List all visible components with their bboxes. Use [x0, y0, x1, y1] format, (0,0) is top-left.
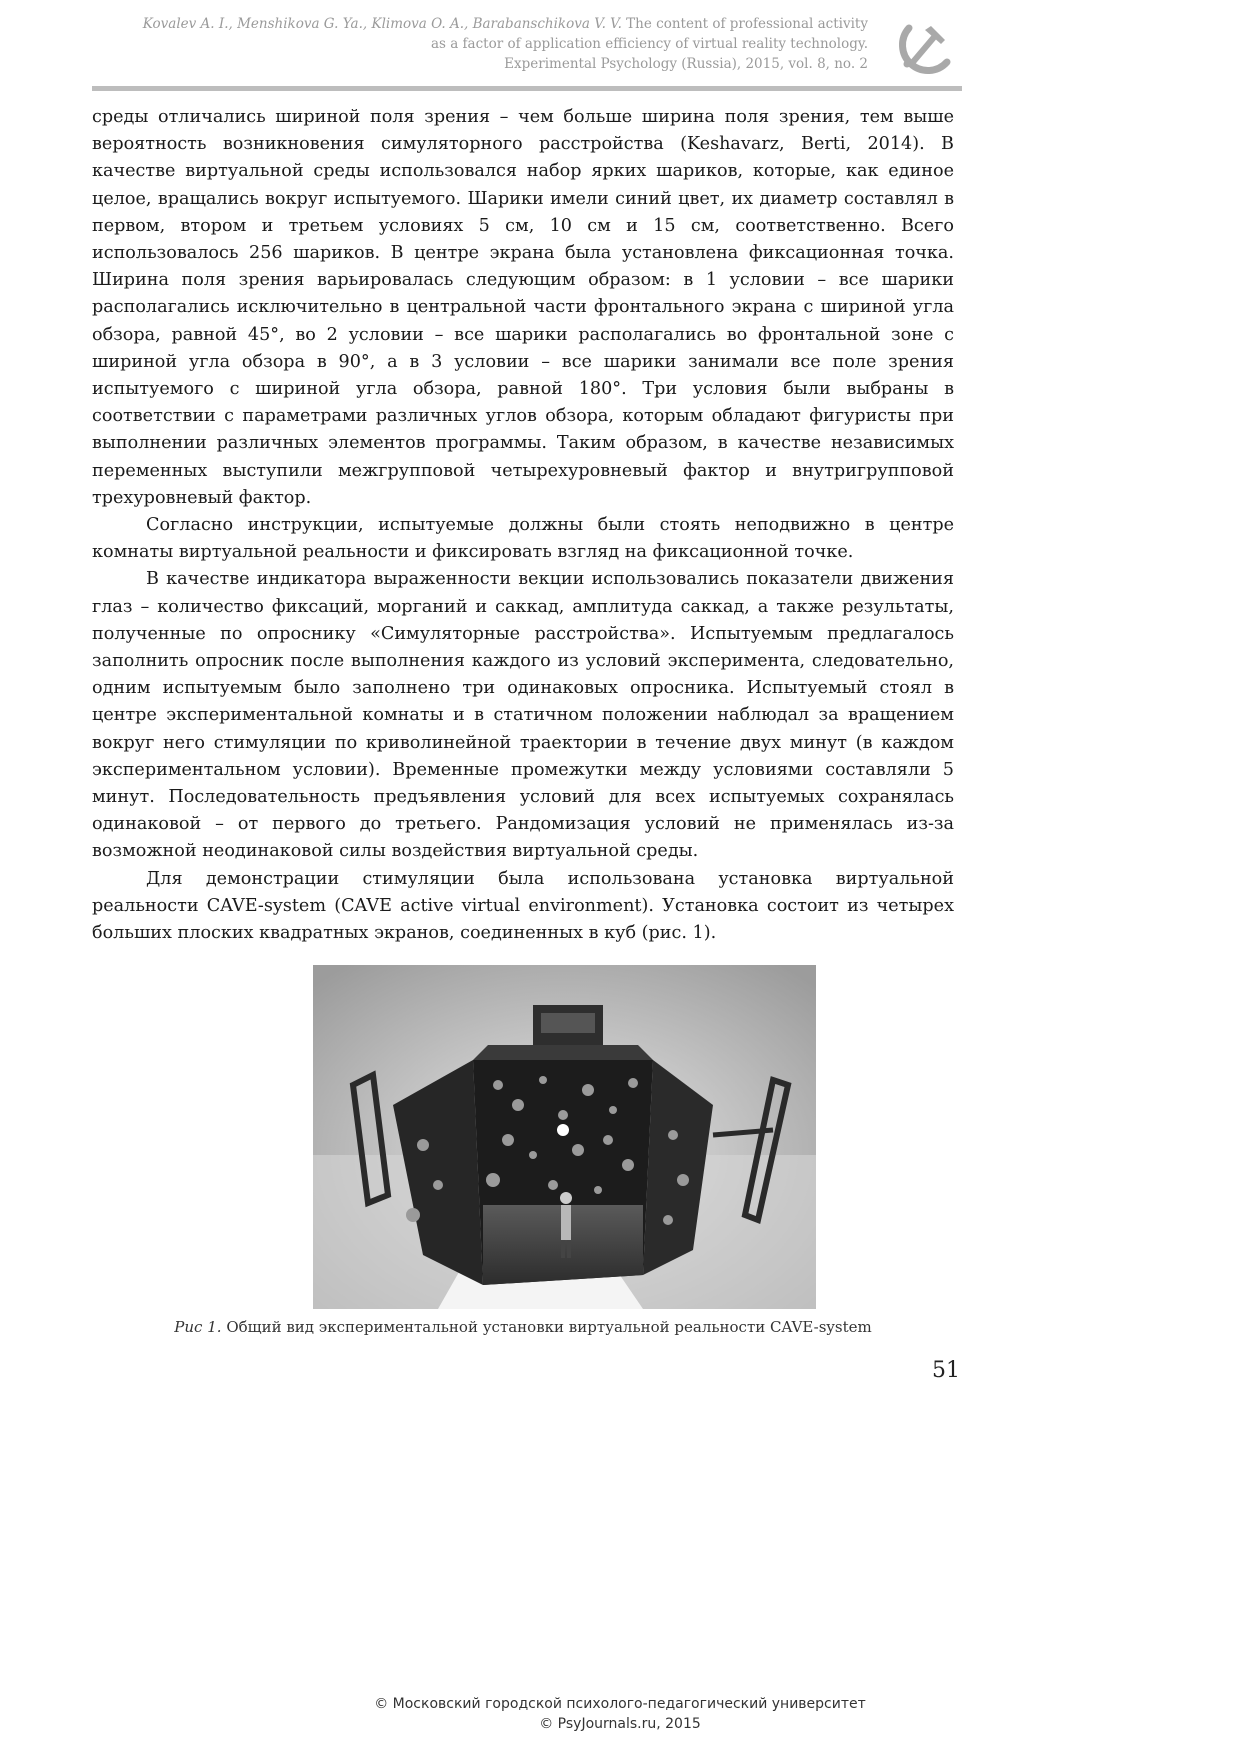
copyright-footer: [0, 1694, 1240, 1734]
paragraph: Согласно инструкции, испытуемые должны были стоять неподвижно в центре комнаты виртуальной реальности и фиксировать взгляд на фиксационной точке.: [92, 515, 954, 563]
header-line-1: [92, 14, 868, 34]
footer-line-1: © Московский городской психолого-педагогический университет: [374, 1696, 866, 1712]
caption-text: Общий вид экспериментальной установки виртуальной реальности CAVE-system: [226, 1318, 872, 1336]
header-title-1: The content of professional activity: [626, 16, 868, 32]
figure-caption: [92, 1318, 954, 1336]
running-header: [92, 14, 868, 76]
header-title-2: as a factor of application efficiency of virtual reality technology.: [430, 36, 868, 52]
page-number: 51: [932, 1358, 960, 1383]
article-body: [92, 104, 954, 947]
paragraph: Для демонстрации стимуляции была использована установка виртуальной реальности CAVE-system (CAVE active virtual environment). Установка состоит из четырех больших плоских квадратных экранов, соединенных в куб (рис. 1).: [92, 868, 954, 944]
header-journal: Experimental Psychology (Russia), 2015, vol. 8, no. 2: [504, 56, 868, 72]
header-authors: Kovalev A. I., Menshikova G. Ya., Klimova O. A., Barabanschikova V. V.: [142, 16, 622, 32]
paragraph: В качестве индикатора выраженности векции использовались показатели движения глаз – количество фиксаций, морганий и саккад, амплитуда саккад, а также результаты, полученные по опроснику «Симуляторные расстройства». Испытуемым предлагалось заполнить опросник после выполнения каждого из условий эксперимента, следовательно, одним испытуемым было заполнено три одинаковых опросника. Испытуемый стоял в центре экспериментальной комнаты и в статичном положении наблюдал за вращением вокруг него стимуляции по криволинейной траектории в течение двух минут (в каждом экспериментальном условии). Временные промежутки между условиями составляли 5 минут. Последовательность предъявления условий для всех испытуемых сохранялась одинаковой – от первого до третьего. Рандомизация условий не применялась из-за возможной неодинаковой силы воздействия виртуальной среды.: [92, 569, 954, 862]
cave-system-figure: [313, 965, 816, 1309]
caption-label: Рис 1.: [174, 1318, 222, 1336]
header-rule: [92, 86, 962, 91]
paragraph: среды отличались шириной поля зрения – чем больше ширина поля зрения, тем выше вероятность возникновения симуляторного расстройства (Keshavarz, Berti, 2014). В качестве виртуальной среды использовался набор ярких шариков, которые, как единое целое, вращались вокруг испытуемого. Шарики имели синий цвет, их диаметр составлял в первом, втором и третьем условиях 5 см, 10 см и 15 см, соответственно. Всего использовалось 256 шариков. В центре экрана была установлена фиксационная точка. Ширина поля зрения варьировалась следующим образом: в 1 условии – все шарики располагались исключительно в центральной части фронтального экрана с шириной угла обзора, равной 45°, во 2 условии – все шарики располагались во фронтальной зоне с шириной угла обзора в 90°, а в 3 условии – все шарики занимали все поле зрения испытуемого с шириной угла обзора, равной 180°. Три условия были выбраны в соответствии с параметрами различных углов обзора, которым обладают фигуристы при выполнении различных элементов программы. Таким образом, в качестве независимых переменных выступили межгрупповой четырехуровневый фактор и внутригрупповой трехуровневый фактор.: [92, 107, 954, 508]
hammer-sickle-icon: [895, 18, 957, 76]
footer-line-2: © PsyJournals.ru, 2015: [539, 1716, 701, 1732]
